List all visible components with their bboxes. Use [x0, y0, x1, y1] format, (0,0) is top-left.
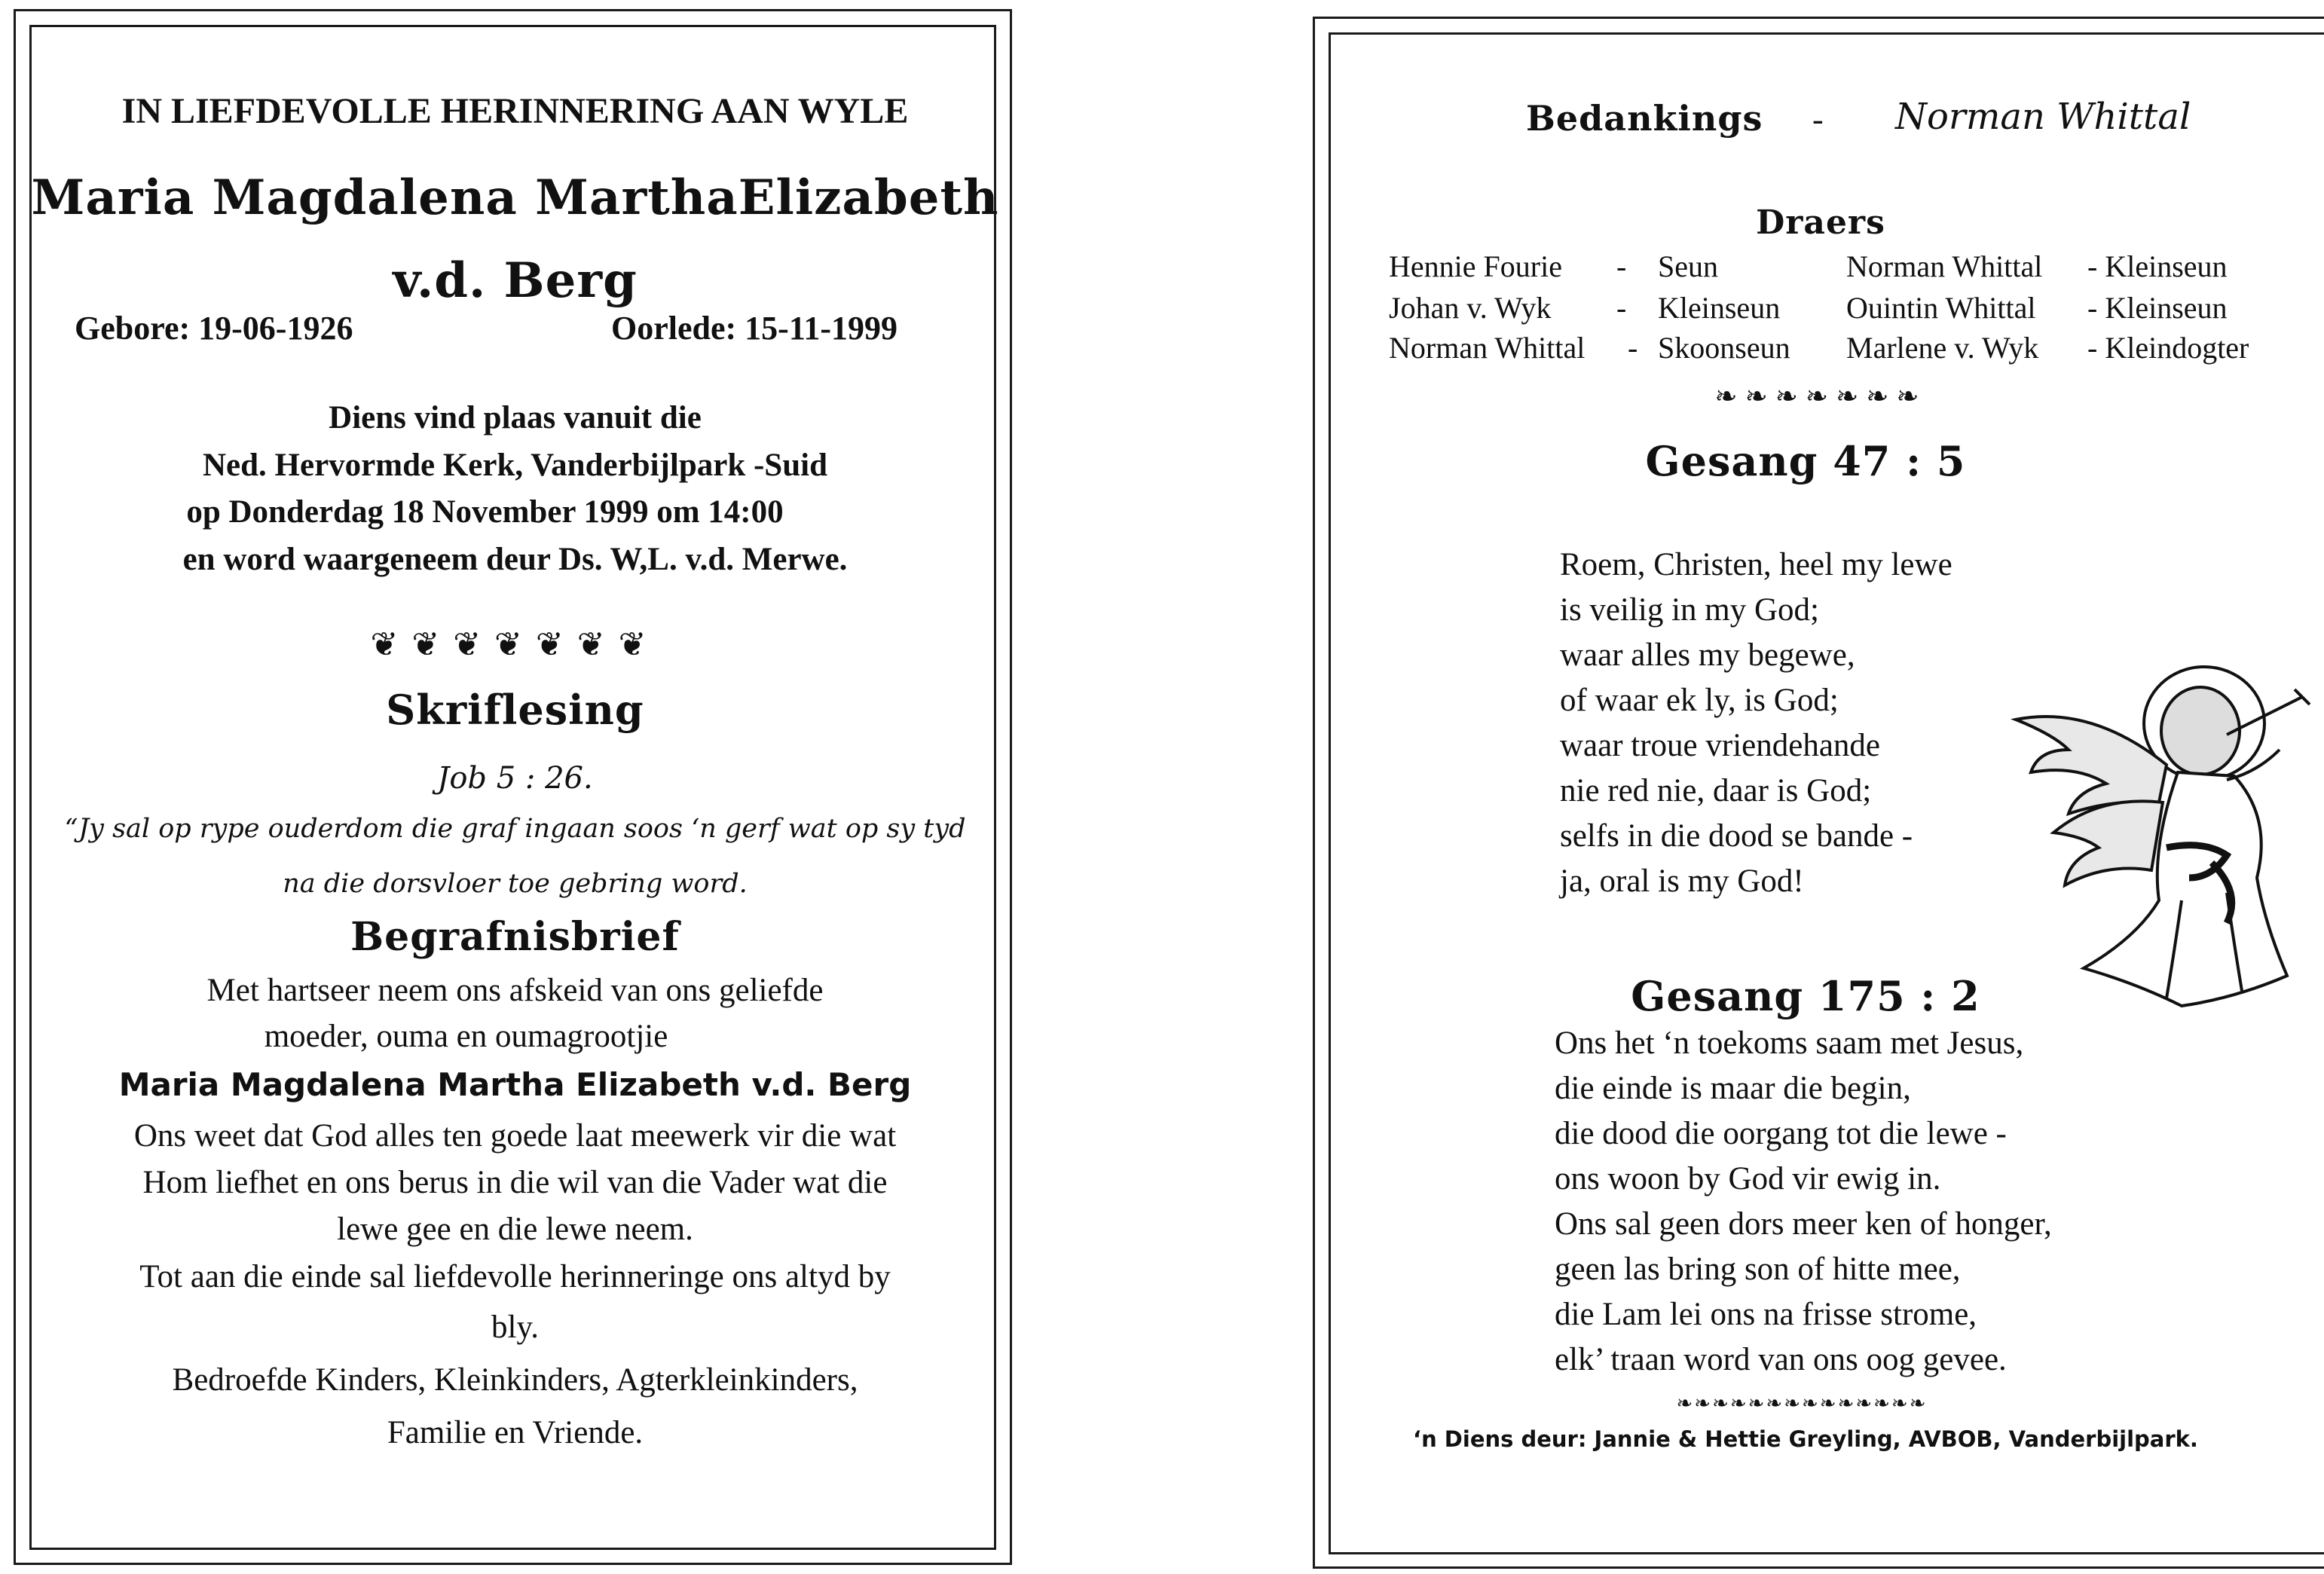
letter-body-3: lewe gee en die lewe neem. [337, 1212, 693, 1247]
hymn1-line-5: waar troue vriendehande [1560, 728, 1881, 763]
thanks-name: Norman Whittal [1895, 96, 2191, 138]
scripture-text-line1: “Jy sal op rype ouderdom die graf ingaan soos ‘n gerf wat op sy tyd [64, 814, 966, 844]
hymn1-line-7: selfs in die dood se bande - [1560, 818, 1913, 854]
service-line-2: Ned. Hervormde Kerk, Vanderbijlpark -Suid [203, 448, 827, 483]
letter-body-2: Hom liefhet en ons berus in die wil van die Vader wat die [142, 1165, 888, 1200]
hymn2-line-1: Ons het ‘n toekoms saam met Jesus, [1555, 1025, 2024, 1061]
scripture-reference: Job 5 : 26. [437, 761, 593, 796]
right-page [1313, 17, 2324, 1569]
bearer-role-2: Kleinseun [1658, 291, 1781, 325]
service-line-4: en word waargeneem deur Ds. W,L. v.d. Merwe. [182, 542, 848, 577]
hymn2-title: Gesang 175 : 2 [1631, 972, 1980, 1020]
family-line-2: Familie en Vriende. [387, 1415, 644, 1450]
bearer-role-1: Seun [1658, 249, 1718, 283]
deceased-name-line2: v.d. Berg [393, 252, 638, 309]
family-line-1: Bedroefde Kinders, Kleinkinders, Agterkleinkinders, [172, 1362, 858, 1398]
hymn1-line-4: of waar ek ly, is God; [1560, 683, 1839, 718]
hymn1-line-3: waar alles my begewe, [1560, 637, 1855, 673]
bearer-dash-3: - [1628, 331, 1638, 365]
funeral-service-credit: ‘n Diens deur: Jannie & Hettie Greyling, AVBOB, Vanderbijlpark. [1413, 1426, 2198, 1452]
leaf-ornament: ❧❧❧❧❧❧❧ [1714, 381, 1927, 411]
hymn1-line-8: ja, oral is my God! [1560, 863, 1804, 899]
hymn2-line-5: Ons sal geen dors meer ken of honger, [1555, 1206, 2052, 1242]
hymn2-line-3: die dood die oorgang tot die lewe - [1555, 1116, 2007, 1151]
bearer-name-1: Hennie Fourie [1389, 249, 1562, 283]
heart-ornament: ❦❦❦❦❦❦❦ [370, 626, 660, 663]
letter-body-4: Tot aan die einde sal liefdevolle herinneringe ons altyd by [139, 1259, 891, 1294]
letter-body-1: Ons weet dat God alles ten goede laat meewerk vir die wat [133, 1118, 897, 1154]
bearer-name2-1: Norman Whittal [1846, 249, 2043, 283]
bearer-name-3: Norman Whittal [1389, 331, 1586, 365]
hymn1-line-2: is veilig in my God; [1560, 592, 1819, 628]
bearer-role2-3: - Kleindogter [2087, 331, 2249, 365]
hymn1-line-6: nie red nie, daar is God; [1560, 773, 1872, 808]
hymn2-line-4: ons woon by God vir ewig in. [1555, 1161, 1941, 1197]
bearer-name-2: Johan v. Wyk [1389, 291, 1552, 325]
bearer-role2-1: - Kleinseun [2087, 249, 2228, 283]
deceased-name-line1: Maria Magdalena MarthaElizabeth [31, 170, 999, 226]
thanks-label: Bedankings [1526, 98, 1763, 139]
funeral-letter-title: Begrafnisbrief [350, 914, 680, 960]
hymn1-title: Gesang 47 : 5 [1645, 437, 1966, 485]
bearers-title: Draers [1756, 203, 1885, 242]
scripture-text-line2: na die dorsvloer toe gebring word. [283, 869, 748, 899]
memorial-heading: IN LIEFDEVOLLE HERINNERING AAN WYLE [121, 91, 909, 131]
service-line-1: Diens vind plaas vanuit die [329, 400, 702, 436]
service-line-3: op Donderdag 18 November 1999 om 14:00 [186, 494, 784, 530]
birth-date: Gebore: 19-06-1926 [75, 310, 353, 347]
hymn2-line-6: geen las bring son of hitte mee, [1555, 1252, 1961, 1287]
bearer-role2-2: - Kleinseun [2087, 291, 2228, 325]
thanks-dash: - [1812, 101, 1824, 138]
scripture-title: Skriflesing [386, 686, 644, 734]
bearer-name2-3: Marlene v. Wyk [1846, 331, 2039, 365]
hymn1-line-1: Roem, Christen, heel my lewe [1560, 547, 1952, 582]
hymn2-line-2: die einde is maar die begin, [1555, 1071, 1911, 1106]
letter-deceased-name: Maria Magdalena Martha Elizabeth v.d. Berg [118, 1066, 912, 1103]
hymn2-line-8: elk’ traan word van ons oog gevee. [1555, 1342, 2007, 1377]
left-page [14, 9, 1012, 1565]
letter-line-1: Met hartseer neem ons afskeid van ons geliefde [206, 973, 824, 1008]
bottom-leaf-ornament: ❧❧❧❧❧❧❧❧❧❧❧❧❧❧ [1676, 1392, 1928, 1414]
bearer-name2-2: Ouintin Whittal [1846, 291, 2036, 325]
bearer-dash-1: - [1616, 249, 1627, 283]
bearer-dash-2: - [1616, 291, 1627, 325]
bearer-role-3: Skoonseun [1658, 331, 1790, 365]
hymn2-line-7: die Lam lei ons na frisse strome, [1555, 1297, 1977, 1332]
letter-body-5: bly. [491, 1310, 539, 1345]
death-date: Oorlede: 15-11-1999 [611, 310, 898, 347]
letter-line-2: moeder, ouma en oumagrootjie [264, 1019, 668, 1054]
